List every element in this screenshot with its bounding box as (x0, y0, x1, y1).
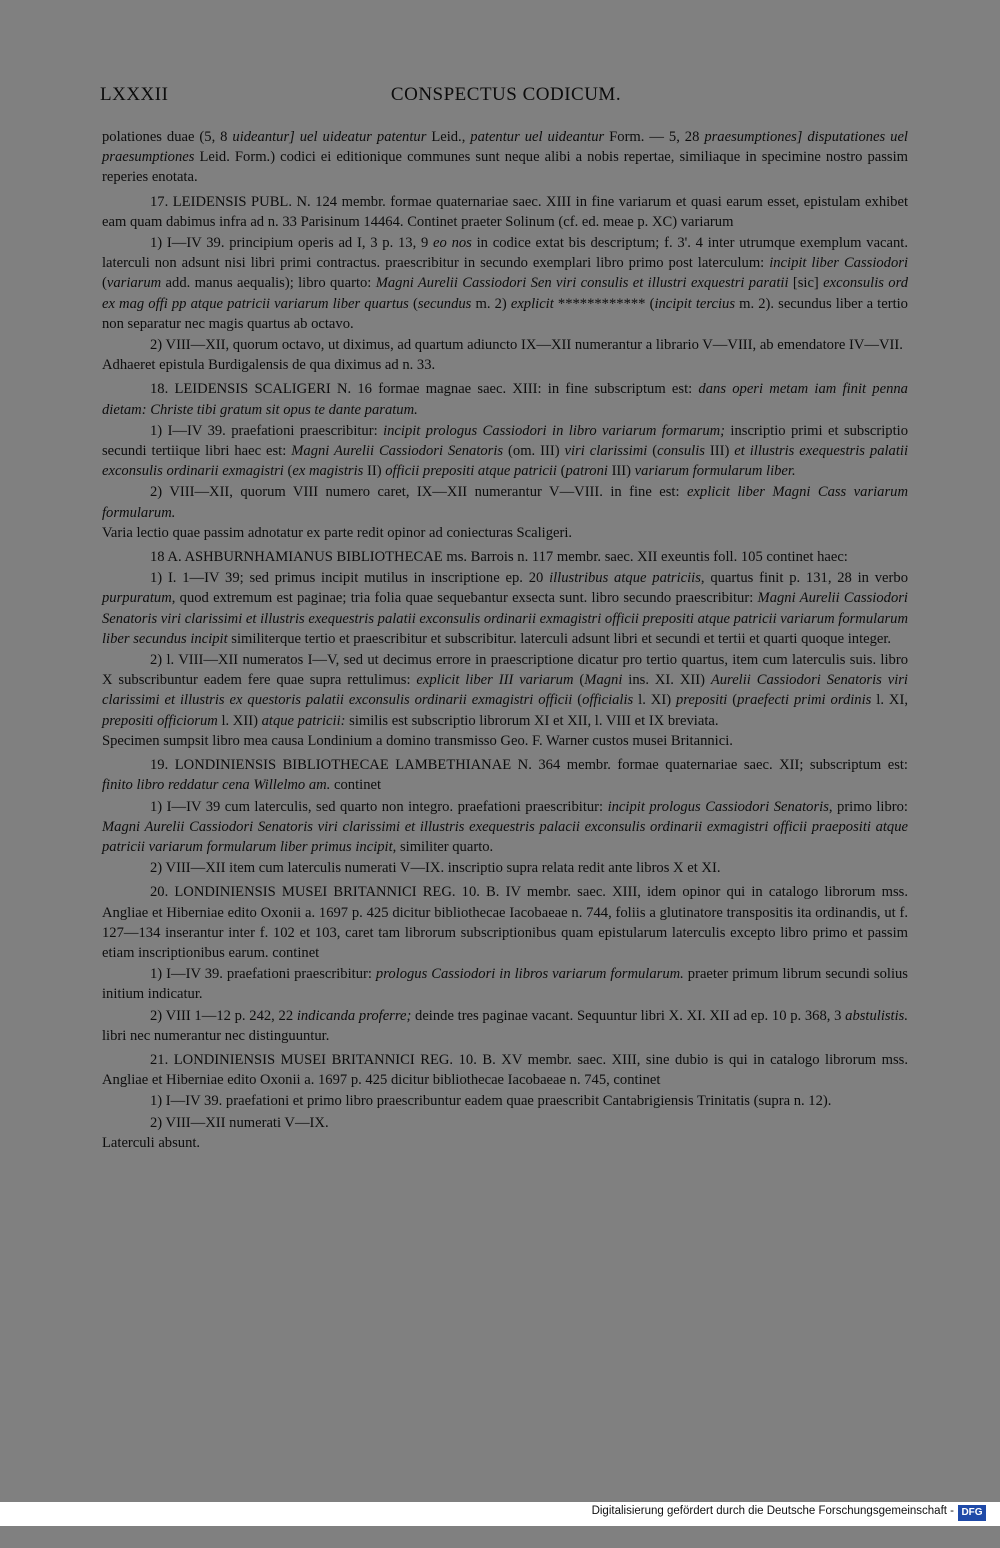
paragraph-9: Varia lectio quae passim adnotatur ex parte redit opinor ad coniecturas Scaligeri. (102, 524, 573, 541)
paragraph-3: 1) I—IV 39. principium operis ad I, 3 p. 13, 9 eo nos in codice extat bis descriptum; f. 3'. 4 inter utrumque exemplum vacant. laterculi non adsunt nisi libri primi contractus. praescribitur in secundo exemplari libro primo post laterculum: incipit liber Cassiodori (variarum add. manus aequalis); libro quarto: Magni Aurelii Cassiodori Sen viri consulis et illustri exquestri paratii [sic] exconsulis ord ex mag offi pp atque patricii variarum liber quartus (secundus m. 2) explicit ************ (incipit tercius m. 2). secundus liber a tertio non separatur nec magis quartus ab octavo. (102, 235, 909, 332)
paragraph-2: 17. LEIDENSIS PUBL. N. 124 membr. formae quaternariae saec. XIII in fine variarum et quasi earum esset, epistulam exhibet eam quam dabimus infra ad n. 33 Parisinum 14464. Continet praeter Solinum (cf. ed. meae p. XC) variarum (102, 193, 908, 230)
paragraph-20: 21. LONDINIENSIS MUSEI BRITANNICI REG. 10. B. XV membr. saec. XIII, sine dubio is qui in catalogo librorum mss. Angliae et Hiberniae edito Oxonii a. 1697 p. 425 dicitur bibliothecae Iacobaeae n. 745, continet (102, 1051, 908, 1089)
paragraph-15: 1) I—IV 39 cum laterculis, sed quarto non integro. praefationi praescribitur: incipit prologus Cassiodori Senatoris, primo libro: Magni Aurelii Cassiodori Senatoris viri clarissimi et illustris exequestris palacii exconsulis ordinarii exmagistri officii praepositi atque patricii variarum formularum liber primus incipit, similiter quarto. (102, 798, 908, 855)
paragraph-16: 2) VIII—XII item cum laterculis numerati V—IX. inscriptio supra relata redit ante libros X et XI. (150, 860, 721, 877)
paragraph-14: 19. LONDINIENSIS BIBLIOTHECAE LAMBETHIANAE N. 364 membr. formae quaternariae saec. XII; subscriptum est: finito libro reddatur cena Willelmo am. continet (102, 757, 908, 794)
paragraph-22: 2) VIII—XII numerati V—IX. (150, 1114, 329, 1131)
paragraph-7: 1) I—IV 39. praefationi praescribitur: incipit prologus Cassiodori in libro variarum formarum; inscriptio primi et subscriptio secundi tertiique libri haec est: Magni Aurelii Cassiodori Senatoris (om. III) viri clarissimi (consulis III) et illustris exequestris palatii exconsulis ordinarii exmagistri (ex magistris II) officii prepositi atque patricii (patroni III) variarum formularum liber. (102, 422, 909, 480)
paragraph-23: Laterculi absunt. (102, 1134, 201, 1151)
paragraph-10: 18 A. ASHBURNHAMIANUS BIBLIOTHECAE ms. Barrois n. 117 membr. saec. XII exeuntis foll. 105 continet haec: (150, 549, 848, 566)
paragraph-5: Adhaeret epistula Burdigalensis de qua diximus ad n. 33. (102, 357, 436, 374)
paragraph-12: 2) l. VIII—XII numeratos I—V, sed ut decimus errore in praescriptione dicatur pro tertio quartus, item cum laterculis suis. libro X subscribuntur eadem fere quae supra rettulimus: explicit liber III variarum (Magni ins. XI. XII) Aurelii Cassiodori Senatoris viri clarissimi et illustris ex questoris palatii exconsulis ordinarii exmagistri officii (officialis l. XI) prepositi (praefecti primi ordinis l. XI, prepositi officiorum l. XII) atque patricii: similis est subscriptio librorum XI et XII, l. VIII et IX breviata. (102, 652, 908, 729)
paragraph-17: 20. LONDINIENSIS MUSEI BRITANNICI REG. 10. B. IV membr. saec. XIII, idem opinor qui in catalogo librorum mss. Angliae et Hiberniae edito Oxonii a. 1697 p. 425 dicitur bibliothecae Iacobaeae n. 744, foliis a glutinatore transpositis ita ordinandis, ut f. 127—134 inserantur inter f. 102 et 103, caret tam librorum subscriptionibus quam epistularum laterculis excepto libro primo et passim etiam inscriptionibus earum. continet (102, 884, 908, 961)
paragraph-13: Specimen sumpsit libro mea causa Londinium a domino transmisso Geo. F. Warner custos musei Britannici. (102, 732, 733, 749)
dfg-logo-icon: DFG (958, 1505, 986, 1521)
paragraph-1: polationes duae (5, 8 uideantur] uel uideatur patentur Leid., patentur uel uideantur Form. — 5, 28 praesumptiones] disputationes uel praesumptiones Leid. Form.) codici ei editionique communes sunt neque alibi a nobis repertae, similiaque in specimine nostro passim reperies enotata. (102, 129, 908, 186)
paragraph-8: 2) VIII—XII, quorum VIII numero caret, IX—XII numerantur V—VIII. in fine est: explicit liber Magni Cass variarum formularum. (102, 484, 908, 521)
digitization-footer (0, 1502, 1000, 1526)
page-header (100, 84, 912, 112)
page-body-text (102, 127, 908, 1153)
funding-notice: Digitalisierung gefördert durch die Deutsche Forschungsgemeinschaft - (591, 1505, 954, 1517)
page-number: LXXXII (100, 84, 169, 105)
paragraph-6: 18. LEIDENSIS SCALIGERI N. 16 formae magnae saec. XIII: in fine subscriptum est: dans operi metam iam finit penna dietam: Christe tibi gratum sit opus te dante paratum. (102, 381, 908, 418)
paragraph-18: 1) I—IV 39. praefationi praescribitur: prologus Cassiodori in libros variarum formularum. praeter primum librum secundi solius initium indicatur. (102, 966, 908, 1003)
paragraph-19: 2) VIII 1—12 p. 242, 22 indicanda proferre; deinde tres paginae vacant. Sequuntur libri X. XI. XII ad ep. 10 p. 368, 3 abstulistis. libri nec numerantur nec distinguuntur. (102, 1007, 908, 1044)
paragraph-4: 2) VIII—XII, quorum octavo, ut diximus, ad quartum adiuncto IX—XII numerantur a librario V—VIII, ab emendatore IV—VII. (150, 337, 903, 354)
paragraph-11: 1) I. 1—IV 39; sed primus incipit mutilus in inscriptione ep. 20 illustribus atque patriciis, quartus finit p. 131, 28 in verbo purpuratum, quod extremum est paginae; tria folia quae sequebantur exsecta sunt. libro secundo praescribitur: Magni Aurelii Cassiodori Senatoris viri clarissimi et illustris exequestris palatii exconsulis ordinarii exmagistri officii prepositi atque patricii variarum formularum liber secundus incipit similiterque tertio et praescribitur et subscribitur. laterculi adsunt libri et secundi et tertii et quarti quoque integer. (102, 570, 909, 647)
paragraph-21: 1) I—IV 39. praefationi et primo libro praescribuntur eadem quae praescribit Cantabrigiensis Trinitatis (supra n. 12). (150, 1093, 832, 1110)
running-title: CONSPECTUS CODICUM. (390, 84, 622, 105)
